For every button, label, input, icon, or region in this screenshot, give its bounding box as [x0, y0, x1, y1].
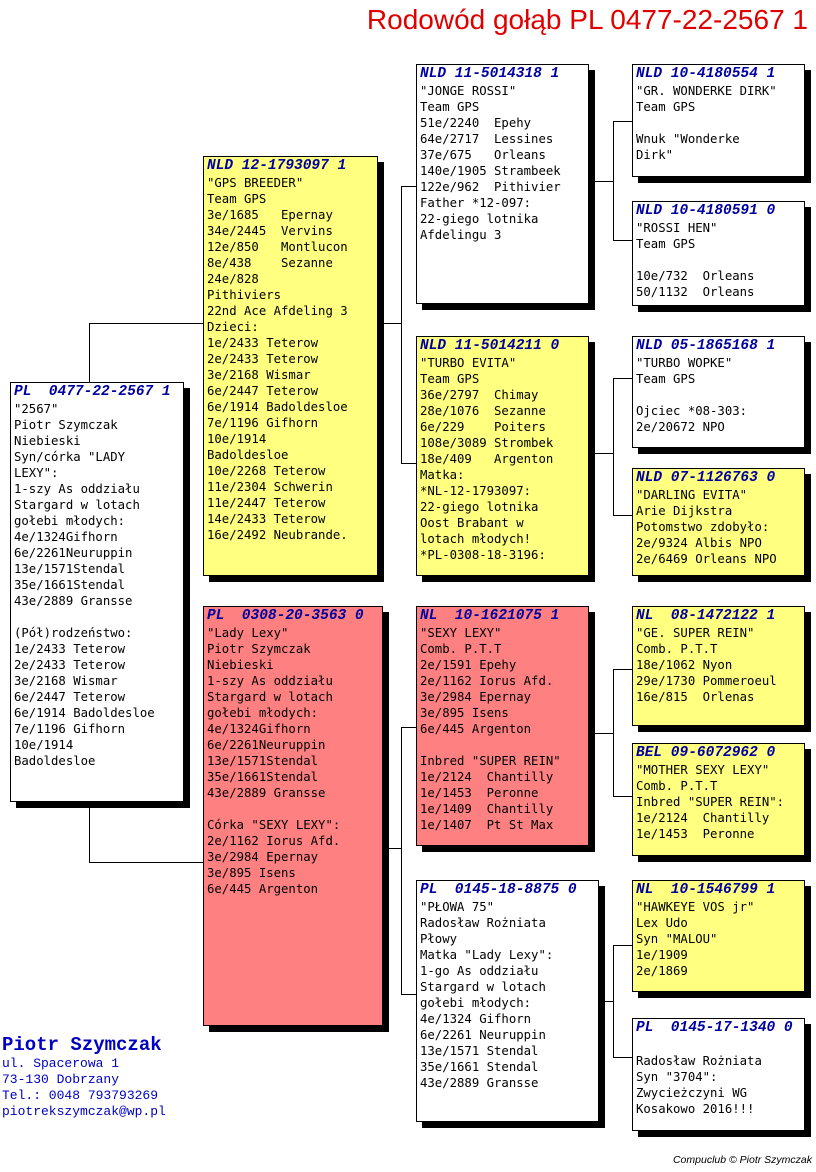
- info-line: 6e/2261Neuruppin: [14, 546, 133, 560]
- info-line: 35e/1661Stendal: [207, 770, 319, 784]
- info-line: 18e/409 Argenton: [420, 452, 554, 466]
- connector-line: [613, 378, 614, 516]
- info-line: 2e/2433 Teterow: [207, 352, 319, 366]
- info-line: [636, 387, 801, 403]
- info-line: 24e/828: [207, 272, 259, 286]
- info-line: Stargard w lotach: [14, 498, 140, 512]
- info-line: 43e/2889 Gransse: [14, 594, 133, 608]
- card-mfm[interactable]: [632, 743, 805, 856]
- connector-line: [589, 733, 614, 734]
- info-line: Lex Udo: [636, 916, 688, 930]
- info-line: 51e/2240 Epehy: [420, 116, 532, 130]
- ring-number: PL 0477-22-2567 1: [14, 384, 171, 400]
- info-line: "Lady Lexy": [207, 626, 289, 640]
- info-line: 11e/2447 Teterow: [207, 496, 326, 510]
- info-line: Badoldesloe: [207, 448, 289, 462]
- info-line: 108e/3089 Strombek: [420, 436, 554, 450]
- info-line: Inbred "SUPER REIN": [420, 754, 561, 768]
- connector-line: [613, 945, 632, 946]
- info-line: "DARLING EVITA": [636, 488, 748, 502]
- info-line: 14e/2433 Teterow: [207, 512, 326, 526]
- info-line: 7e/1196 Gifhorn: [207, 416, 319, 430]
- info-line: 1e/1453 Peronne: [636, 827, 755, 841]
- info-line: Wnuk "Wonderke: [636, 132, 740, 146]
- info-line: 43e/2889 Gransse: [207, 786, 326, 800]
- info-line: 1-szy As oddziału: [207, 674, 333, 688]
- info-line: 3e/1685 Epernay: [207, 208, 333, 222]
- info-line: 35e/1661 Stendal: [420, 1060, 539, 1074]
- info-line: Niebieski: [14, 434, 81, 448]
- info-line: 29e/1730 Pommeroeul: [636, 674, 777, 688]
- info-line: 22-giego lotnika: [420, 212, 539, 226]
- info-line: [420, 737, 585, 753]
- card-fm[interactable]: [416, 336, 589, 576]
- info-line: "2567": [14, 402, 59, 416]
- connector-line: [401, 186, 402, 464]
- connector-line: [89, 862, 203, 863]
- connector-line: [589, 453, 614, 454]
- info-line: 28e/1076 Sezanne: [420, 404, 546, 418]
- card-body: [636, 1037, 801, 1117]
- card-body: [207, 175, 374, 543]
- connector-line: [401, 186, 416, 187]
- info-line: Comb. P.T.T: [420, 642, 502, 656]
- info-line: Matka "Lady Lexy":: [420, 948, 554, 962]
- info-line: Kosakowo 2016!!!: [636, 1102, 755, 1116]
- card-subject[interactable]: [10, 382, 184, 802]
- info-line: 22-giego lotnika: [420, 500, 539, 514]
- connector-line: [383, 848, 402, 849]
- info-line: Team GPS: [420, 372, 480, 386]
- card-mf[interactable]: [416, 606, 589, 846]
- info-line: 10e/2268 Teterow: [207, 464, 326, 478]
- connector-line: [613, 669, 632, 670]
- info-line: "TURBO WOPKE": [636, 356, 733, 370]
- info-line: 13e/1571Stendal: [207, 754, 319, 768]
- info-line: 13e/1571Stendal: [14, 562, 126, 576]
- info-line: Comb. P.T.T: [636, 642, 718, 656]
- owner-email[interactable]: piotrekszymczak@wp.pl: [2, 1104, 166, 1119]
- info-line: (Pół)rodzeństwo:: [14, 626, 133, 640]
- info-line: 2e/2433 Teterow: [14, 658, 126, 672]
- info-line: 3e/2984 Epernay: [207, 850, 319, 864]
- info-line: Piotr Szymczak: [207, 642, 311, 656]
- info-line: Dzieci:: [207, 320, 259, 334]
- info-line: [207, 801, 379, 817]
- info-line: 13e/1571 Stendal: [420, 1044, 539, 1058]
- info-line: 64e/2717 Lessines: [420, 132, 554, 146]
- card-mmm[interactable]: [632, 1018, 805, 1131]
- ring-number: NLD 10-4180591 0: [636, 203, 776, 219]
- info-line: Dirk": [636, 148, 674, 162]
- info-line: 1e/2433 Teterow: [14, 642, 126, 656]
- connector-line: [613, 378, 632, 379]
- info-line: Afdelingu 3: [420, 228, 502, 242]
- info-line: Badoldesloe: [14, 754, 96, 768]
- ring-number: NL 10-1621075 1: [420, 608, 560, 624]
- info-line: Team GPS: [636, 372, 696, 386]
- ring-number: PL 0145-18-8875 0: [420, 882, 577, 898]
- info-line: 12e/850 Montlucon: [207, 240, 348, 254]
- info-line: Arie Dijkstra: [636, 504, 733, 518]
- info-line: [14, 609, 180, 625]
- info-line: gołebi młodych:: [14, 514, 126, 528]
- info-line: Potomstwo zdobyło:: [636, 520, 770, 534]
- ring-number: NL 08-1472122 1: [636, 608, 776, 624]
- card-body: [636, 762, 801, 842]
- info-line: 7e/1196 Gifhorn: [14, 722, 126, 736]
- connector-line: [378, 323, 402, 324]
- info-line: 50/1132 Orleans: [636, 285, 755, 299]
- info-line: Comb. P.T.T: [636, 779, 718, 793]
- info-line: 11e/2304 Schwerin: [207, 480, 333, 494]
- info-line: Stargard w lotach: [420, 980, 546, 994]
- connector-line: [89, 323, 90, 382]
- card-body: [207, 625, 379, 897]
- card-fmf[interactable]: [632, 336, 805, 448]
- info-line: 10e/1914: [14, 738, 74, 752]
- connector-line: [613, 121, 632, 122]
- info-line: "TURBO EVITA": [420, 356, 517, 370]
- info-line: 6e/445 Argenton: [207, 882, 319, 896]
- info-line: Piotr Szymczak: [14, 418, 118, 432]
- info-line: [636, 1037, 801, 1053]
- card-body: [420, 625, 585, 833]
- info-line: 1-go As oddziału: [420, 964, 539, 978]
- info-line: 1e/1453 Peronne: [420, 786, 539, 800]
- info-line: 4e/1324Gifhorn: [207, 722, 311, 736]
- ring-number: NLD 07-1126763 0: [636, 470, 776, 486]
- info-line: LEXY":: [14, 466, 59, 480]
- info-line: 6e/2261 Neuruppin: [420, 1028, 546, 1042]
- info-line: 10e/1914: [207, 432, 267, 446]
- card-body: [420, 83, 585, 243]
- ring-number: NLD 12-1793097 1: [207, 158, 347, 174]
- card-body: [636, 899, 801, 979]
- info-line: Team GPS: [636, 237, 696, 251]
- info-line: "JONGE ROSSI": [420, 84, 517, 98]
- info-line: 22nd Ace Afdeling 3: [207, 304, 348, 318]
- ring-number: NLD 10-4180554 1: [636, 66, 776, 82]
- info-line: 6e/2447 Teterow: [207, 384, 319, 398]
- info-line: 2e/1591 Epehy: [420, 658, 517, 672]
- info-line: Team GPS: [420, 100, 480, 114]
- info-line: 36e/2797 Chimay: [420, 388, 539, 402]
- info-line: 37e/675 Orleans: [420, 148, 546, 162]
- info-line: 35e/1661Stendal: [14, 578, 126, 592]
- info-line: Matka:: [420, 468, 465, 482]
- info-line: 2e/1162 Iorus Afd.: [207, 834, 341, 848]
- info-line: 1e/2124 Chantilly: [420, 770, 554, 784]
- info-line: 3e/895 Isens: [207, 866, 296, 880]
- connector-line: [401, 994, 416, 995]
- info-line: Ojciec *08-303:: [636, 404, 748, 418]
- card-body: [636, 355, 801, 435]
- info-line: "GE. SUPER REIN": [636, 626, 755, 640]
- info-line: "ROSSI HEN": [636, 221, 718, 235]
- info-line: 1-szy As oddziału: [14, 482, 140, 496]
- card-ffm[interactable]: [632, 201, 805, 306]
- info-line: 2e/20672 NPO: [636, 420, 725, 434]
- info-line: Córka "SEXY LEXY":: [207, 818, 341, 832]
- info-line: 10e/732 Orleans: [636, 269, 755, 283]
- info-line: Syn "3704":: [636, 1070, 718, 1084]
- card-mother[interactable]: [203, 606, 383, 1026]
- connector-line: [401, 727, 416, 728]
- info-line: Syn/córka "LADY: [14, 450, 126, 464]
- ring-number: NLD 11-5014318 1: [420, 66, 560, 82]
- info-line: 6e/1914 Badoldesloe: [14, 706, 155, 720]
- card-body: [420, 355, 585, 563]
- info-line: Pithiviers: [207, 288, 282, 302]
- ring-number: BEL 09-6072962 0: [636, 745, 776, 761]
- info-line: 6e/229 Poiters: [420, 420, 546, 434]
- info-line: Radosław Rożniata: [420, 916, 546, 930]
- info-line: [636, 115, 801, 131]
- info-line: 1e/2433 Teterow: [207, 336, 319, 350]
- info-line: "SEXY LEXY": [420, 626, 502, 640]
- info-line: 140e/1905 Strambeek: [420, 164, 561, 178]
- info-line: 2e/9324 Albis NPO: [636, 536, 762, 550]
- connector-line: [589, 181, 614, 182]
- card-body: [636, 487, 801, 567]
- info-line: "PŁOWA 75": [420, 900, 495, 914]
- ring-number: NL 10-1546799 1: [636, 882, 776, 898]
- info-line: "HAWKEYE VOS jr": [636, 900, 755, 914]
- ring-number: PL 0145-17-1340 0: [636, 1020, 793, 1036]
- info-line: 3e/2168 Wismar: [14, 674, 118, 688]
- info-line: Inbred "SUPER REIN":: [636, 795, 785, 809]
- info-line: Team GPS: [207, 192, 267, 206]
- info-line: 3e/2168 Wismar: [207, 368, 311, 382]
- info-line: 3e/2984 Epernay: [420, 690, 532, 704]
- info-line: 1e/1909: [636, 948, 688, 962]
- connector-line: [401, 727, 402, 995]
- info-line: Oost Brabant w: [420, 516, 524, 530]
- info-line: 1e/2124 Chantilly: [636, 811, 770, 825]
- ring-number: PL 0308-20-3563 0: [207, 608, 364, 624]
- connector-line: [613, 515, 632, 516]
- card-mm[interactable]: [416, 880, 599, 1122]
- info-line: lotach młodych!: [420, 532, 532, 546]
- info-line: 6e/2261Neuruppin: [207, 738, 326, 752]
- info-line: 6e/2447 Teterow: [14, 690, 126, 704]
- info-line: "GPS BREEDER": [207, 176, 304, 190]
- card-body: [636, 220, 801, 300]
- card-body: [420, 899, 595, 1091]
- info-line: 16e/2492 Neubrande.: [207, 528, 348, 542]
- ring-number: NLD 11-5014211 0: [420, 338, 560, 354]
- info-line: 34e/2445 Vervins: [207, 224, 333, 238]
- info-line: "GR. WONDERKE DIRK": [636, 84, 777, 98]
- page-title: Rodowód gołąb PL 0477-22-2567 1: [366, 4, 808, 35]
- info-line: Zwycieżczyni WG: [636, 1086, 748, 1100]
- info-line: Stargard w lotach: [207, 690, 333, 704]
- card-body: [14, 401, 180, 769]
- info-line: 8e/438 Sezanne: [207, 256, 333, 270]
- connector-line: [599, 1001, 614, 1002]
- card-mff[interactable]: [632, 606, 805, 726]
- info-line: "MOTHER SEXY LEXY": [636, 763, 770, 777]
- ring-number: NLD 05-1865168 1: [636, 338, 776, 354]
- owner-phone: Tel.: 0048 793793269: [2, 1088, 159, 1103]
- owner-city: 73-130 Dobrzany: [2, 1072, 120, 1087]
- info-line: 2e/1162 Iorus Afd.: [420, 674, 554, 688]
- connector-line: [613, 240, 632, 241]
- info-line: 6e/1914 Badoldesloe: [207, 400, 348, 414]
- info-line: 4e/1324 Gifhorn: [420, 1012, 532, 1026]
- info-line: Syn "MALOU": [636, 932, 718, 946]
- card-body: [636, 83, 801, 163]
- info-line: 18e/1062 Nyon: [636, 658, 733, 672]
- connector-line: [401, 463, 416, 464]
- info-line: 2e/1869: [636, 964, 688, 978]
- info-line: 16e/815 Orlenas: [636, 690, 755, 704]
- info-line: 3e/895 Isens: [420, 706, 509, 720]
- info-line: *NL-12-1793097:: [420, 484, 532, 498]
- info-line: [636, 252, 801, 268]
- connector-line: [89, 323, 203, 324]
- connector-line: [613, 796, 632, 797]
- info-line: Radosław Rożniata: [636, 1054, 762, 1068]
- info-line: 122e/962 Pithivier: [420, 180, 561, 194]
- footer-credit: Compuclub © Piotr Szymczak: [672, 1154, 812, 1166]
- info-line: Father *12-097:: [420, 196, 532, 210]
- info-line: 2e/6469 Orleans NPO: [636, 552, 777, 566]
- connector-line: [613, 1057, 632, 1058]
- card-fff[interactable]: [632, 64, 805, 177]
- info-line: 1e/1409 Chantilly: [420, 802, 554, 816]
- owner-info: [2, 1034, 166, 1120]
- info-line: 6e/445 Argenton: [420, 722, 532, 736]
- card-ff[interactable]: [416, 64, 589, 304]
- info-line: gołebi młodych:: [420, 996, 532, 1010]
- info-line: *PL-0308-18-3196:: [420, 548, 546, 562]
- info-line: 4e/1324Gifhorn: [14, 530, 118, 544]
- info-line: Niebieski: [207, 658, 274, 672]
- connector-line: [89, 802, 90, 863]
- owner-address: ul. Spacerowa 1: [2, 1056, 120, 1071]
- card-father[interactable]: [203, 156, 378, 576]
- info-line: Team GPS: [636, 100, 696, 114]
- card-fmm[interactable]: [632, 468, 805, 576]
- info-line: 43e/2889 Gransse: [420, 1076, 539, 1090]
- info-line: gołebi młodych:: [207, 706, 319, 720]
- card-body: [636, 625, 801, 705]
- info-line: 1e/1407 Pt St Max: [420, 818, 554, 832]
- owner-name: Piotr Szymczak: [2, 1034, 162, 1056]
- card-mmf[interactable]: [632, 880, 805, 992]
- info-line: Płowy: [420, 932, 458, 946]
